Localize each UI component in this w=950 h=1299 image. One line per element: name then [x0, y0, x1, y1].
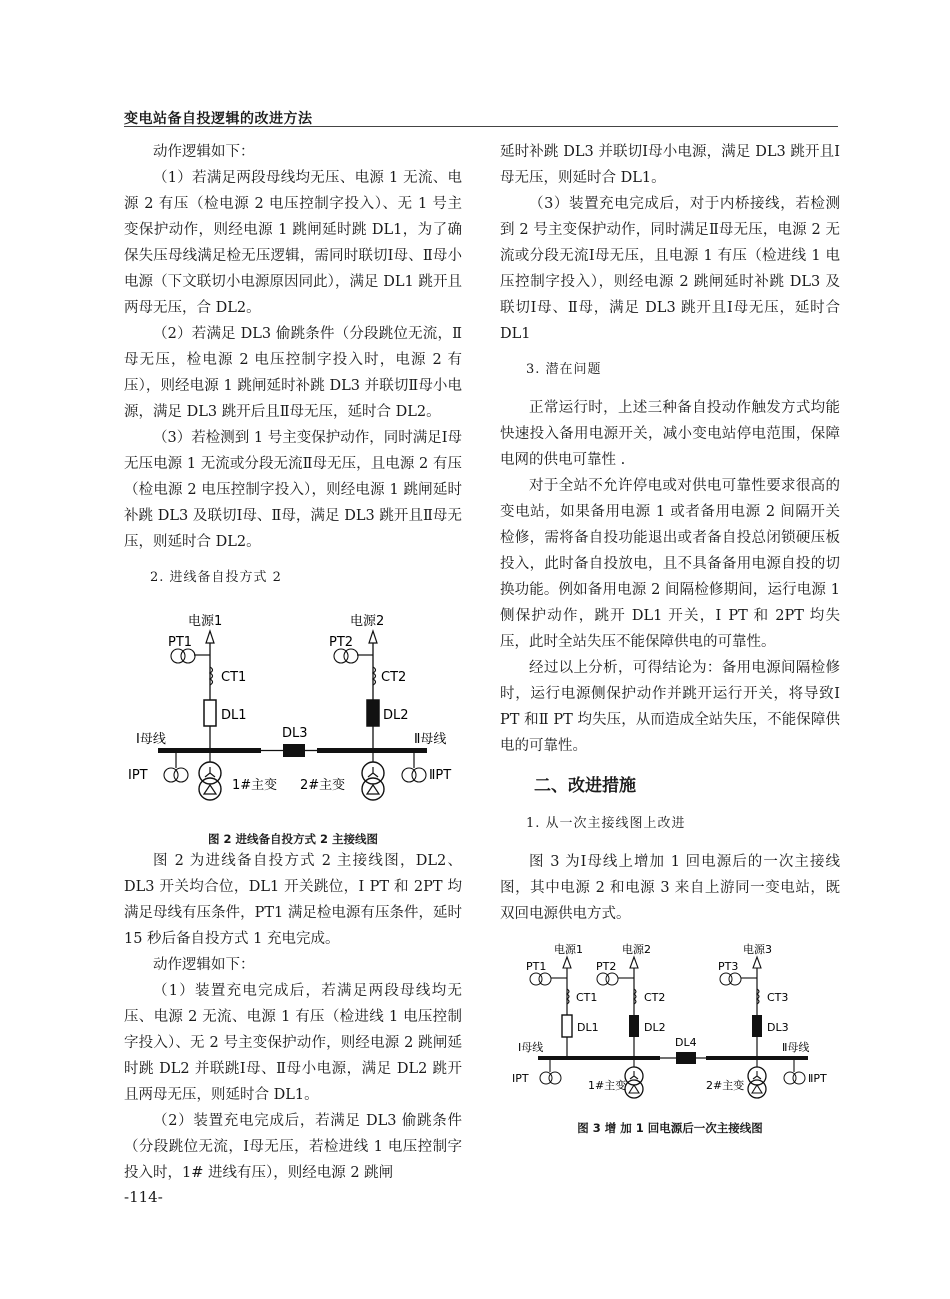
- bus-1: [158, 748, 261, 753]
- source-3-arrow: [753, 957, 761, 968]
- paragraph: 图 2 为进线备自投方式 2 主接线图，DL2、DL3 开关均合位，DL1 开关跳位，Ⅰ PT 和 2PT 均满足母线有压条件，PT1 满足检电源有压条件，延时 15 秒后备自投方式 1 充电完成。: [124, 853, 462, 947]
- source-2-label: 电源2: [622, 943, 651, 956]
- source-1-arrow: [563, 957, 571, 968]
- paragraph: （3）若检测到 1 号主变保护动作，同时满足Ⅰ母无压电源 1 无流或分段无流Ⅱ母无压，且电源 2 有压（检电源 2 电压控制字投入），则经电源 1 跳闸延时补跳 DL3 及联切Ⅰ母、Ⅱ母，满足 DL3 跳开且Ⅱ母无压，则延时合 DL2。: [124, 430, 462, 550]
- subsection-heading: 3. 潜在问题: [526, 362, 602, 377]
- dl3-breaker-closed: [752, 1015, 762, 1037]
- ii-pt-label: ⅡPT: [429, 768, 452, 783]
- paragraph: 对于全站不允许停电或对供电可靠性要求很高的变电站，如果备用电源 1 或者备用电源 2 间隔开关检修，需将备自投功能退出或者备自投总闭锁硬压板投入，此时备自投放电，且不具备备用电源自投的切换功能。例如备用电源 2 间隔检修期间，运行电源 1 侧保护动作，跳开 DL1 开关，Ⅰ PT 和 2PT 均失压，此时全站失压不能保障供电的可靠性。: [500, 478, 840, 650]
- source-2-arrow: [630, 957, 638, 968]
- dl3-breaker-closed: [283, 744, 305, 757]
- source-2-arrow: [369, 631, 377, 643]
- dl2-label: DL2: [644, 1021, 666, 1034]
- paragraph: 动作逻辑如下：: [153, 957, 255, 973]
- paragraph: （2）装置充电完成后，若满足 DL3 偷跳条件（分段跳位无流，Ⅰ母无压，若检进线 1 电压控制字投入时，1# 进线有压），则经电源 2 跳闸: [124, 1113, 462, 1181]
- dl1-breaker-open: [562, 1015, 572, 1037]
- subsection-heading: 2. 进线备自投方式 2: [150, 570, 282, 585]
- subsection-heading: 1. 从一次主接线图上改进: [526, 816, 686, 831]
- bus-1: [538, 1056, 660, 1060]
- figure-3-diagram: [500, 937, 840, 1117]
- transformer-2-label: 2#主变: [300, 778, 346, 793]
- paragraph: （3）装置充电完成后，对于内桥接线，若检测到 2 号主变保护动作，同时满足Ⅱ母无压，电源 2 无流或分段无流Ⅰ母无压，且电源 1 有压（检进线 1 电压控制字投入），则经电源 2 跳闸延时补跳 DL3 及联切Ⅰ母、Ⅱ母，满足 DL3 跳开且Ⅰ母无压，延时合 DL1: [500, 196, 840, 342]
- paragraph: 图 3 为Ⅰ母线上增加 1 回电源后的一次主接线图，其中电源 2 和电源 3 来自上游同一变电站，既双回电源供电方式。: [500, 854, 840, 922]
- figure-2: [124, 603, 462, 848]
- transformer-1-label: 1#主变: [588, 1079, 627, 1092]
- ct2-label: CT2: [644, 991, 666, 1004]
- pt2-label: PT2: [329, 635, 354, 650]
- ct1-label: CT1: [221, 670, 247, 685]
- pt1-label: PT1: [526, 960, 547, 973]
- i-pt-label: ⅠPT: [512, 1072, 529, 1085]
- paragraph: （2）若满足 DL3 偷跳条件（分段跳位无流，Ⅱ母无压，检电源 2 电压控制字投入时，电源 2 有压），则经电源 1 跳闸延时补跳 DL3 并联切Ⅱ母小电源，满足 DL3 跳开后且Ⅱ母无压，延时合 DL2。: [124, 326, 462, 420]
- right-column: [500, 139, 840, 1137]
- dl4-label: DL4: [675, 1036, 697, 1049]
- ct1-label: CT1: [576, 991, 598, 1004]
- dl1-label: DL1: [577, 1021, 599, 1034]
- running-header: 变电站备自投逻辑的改进方法: [124, 111, 313, 127]
- dl3-label: DL3: [282, 726, 308, 741]
- paragraph: 正常运行时，上述三种备自投动作触发方式均能快速投入备用电源开关，减小变电站停电范围，保障电网的供电可靠性 .: [500, 400, 840, 468]
- dl1-label: DL1: [221, 708, 247, 723]
- bus-2: [706, 1056, 808, 1060]
- left-column: [124, 139, 462, 1186]
- figure-3-caption: 图 3 增 加 1 回电源后一次主接线图: [577, 1121, 763, 1135]
- source-1-label: 电源1: [554, 943, 583, 956]
- dl1-breaker-open: [204, 700, 216, 726]
- paragraph: （1）若满足两段母线均无压、电源 1 无流、电源 2 有压（检电源 2 电压控制字投入）、无 1 号主变保护动作，则经电源 1 跳闸延时跳 DL1，为了确保失压母线满足检无压逻辑，需同时联切Ⅰ母、Ⅱ母小电源（下文联切小电源原因同此），满足 DL1 跳开且两母无压，合 DL2。: [124, 170, 462, 316]
- pt1-label: PT1: [168, 635, 193, 650]
- page-number: -114-: [124, 1188, 163, 1206]
- source-1-arrow: [206, 631, 214, 643]
- section-heading: 二、改进措施: [534, 776, 636, 796]
- paragraph: （1）装置充电完成后，若满足两段母线均无压、电源 2 无流、电源 1 有压（检进线 1 电压控制字投入）、无 2 号主变保护动作，则经电源 2 跳闸延时跳 DL2 并联跳Ⅰ母、Ⅱ母小电源，满足 DL2 跳开且两母无压，则延时合 DL1。: [124, 983, 462, 1103]
- paragraph: 经过以上分析，可得结论为：备用电源间隔检修时，运行电源侧保护动作并跳开运行开关，将导致Ⅰ PT 和Ⅱ PT 均失压，从而造成全站失压，不能保障供电的可靠性。: [500, 660, 840, 754]
- bus-1-label: Ⅰ母线: [136, 732, 166, 747]
- bus-2-label: Ⅱ母线: [782, 1041, 810, 1054]
- dl4-breaker-closed: [676, 1052, 696, 1064]
- pt2-label: PT2: [596, 960, 617, 973]
- ii-pt-label: ⅡPT: [808, 1072, 827, 1085]
- paragraph: 动作逻辑如下：: [153, 144, 255, 160]
- dl3-label: DL3: [767, 1021, 789, 1034]
- transformer-1-label: 1#主变: [232, 778, 278, 793]
- dl2-label: DL2: [383, 708, 409, 723]
- source-1-label: 电源1: [188, 614, 223, 629]
- source-3-label: 电源3: [743, 943, 772, 956]
- ct3-label: CT3: [767, 991, 789, 1004]
- dl2-breaker-closed: [629, 1015, 639, 1037]
- figure-2-diagram: [124, 603, 462, 828]
- source-2-label: 电源2: [350, 614, 385, 629]
- transformer-2-label: 2#主变: [706, 1079, 745, 1092]
- bus-2: [317, 748, 427, 753]
- i-pt-label: ⅠPT: [128, 768, 148, 783]
- figure-2-caption: 图 2 进线备自投方式 2 主接线图: [207, 832, 379, 846]
- bus-1-label: Ⅰ母线: [518, 1041, 544, 1054]
- paragraph: 延时补跳 DL3 并联切Ⅰ母小电源，满足 DL3 跳开且Ⅰ母无压，则延时合 DL1。: [500, 144, 840, 186]
- pt3-label: PT3: [718, 960, 739, 973]
- figure-3: [500, 937, 840, 1137]
- header-rule: [124, 126, 838, 127]
- bus-2-label: Ⅱ母线: [414, 732, 447, 747]
- ct2-label: CT2: [381, 670, 407, 685]
- dl2-breaker-closed: [367, 700, 379, 726]
